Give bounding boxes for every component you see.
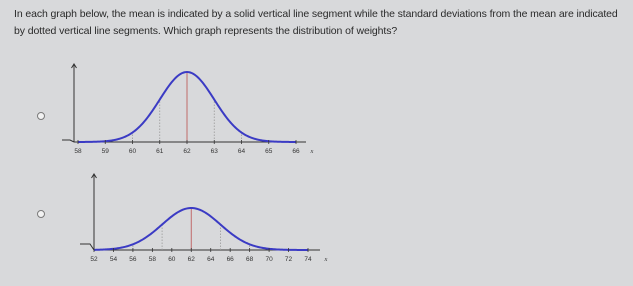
x-axis-label: x — [310, 148, 314, 155]
x-tick-label: 72 — [284, 256, 293, 263]
x-tick-label: 60 — [128, 148, 137, 155]
x-tick-label: 60 — [168, 256, 176, 263]
x-tick-label: 54 — [109, 256, 118, 263]
x-tick-label: 74 — [304, 256, 312, 263]
x-tick-label: 65 — [265, 148, 273, 155]
x-axis-label: x — [324, 256, 328, 263]
x-tick-label: 64 — [207, 256, 215, 263]
x-tick-label: 66 — [292, 148, 300, 155]
x-tick-label: 62 — [183, 148, 191, 155]
x-tick-label: 68 — [246, 256, 254, 263]
option-1-graph — [60, 62, 330, 164]
x-tick-label: 61 — [156, 148, 164, 155]
x-tick-label: 70 — [265, 256, 273, 263]
x-tick-label: 59 — [101, 148, 109, 155]
x-tick-label: 66 — [226, 256, 234, 263]
option-2-radio[interactable] — [37, 210, 45, 218]
x-tick-label: 56 — [129, 256, 137, 263]
x-tick-label: 63 — [210, 148, 218, 155]
axis-break — [62, 140, 74, 142]
x-tick-label: 64 — [237, 148, 246, 155]
question-text: In each graph below, the mean is indicated by a solid vertical line segment while the standard deviations from the mean are indicated by dotted vertical line segments. Which graph represents the distribution of weights? — [14, 8, 618, 37]
axis-break — [80, 244, 94, 250]
x-tick-label: 58 — [74, 148, 82, 155]
option-1-radio[interactable] — [37, 112, 45, 120]
x-tick-label: 58 — [148, 256, 156, 263]
x-tick-label: 62 — [187, 256, 195, 263]
x-tick-label: 52 — [90, 256, 98, 263]
normal-curve — [94, 208, 308, 250]
option-2-graph — [80, 170, 340, 270]
